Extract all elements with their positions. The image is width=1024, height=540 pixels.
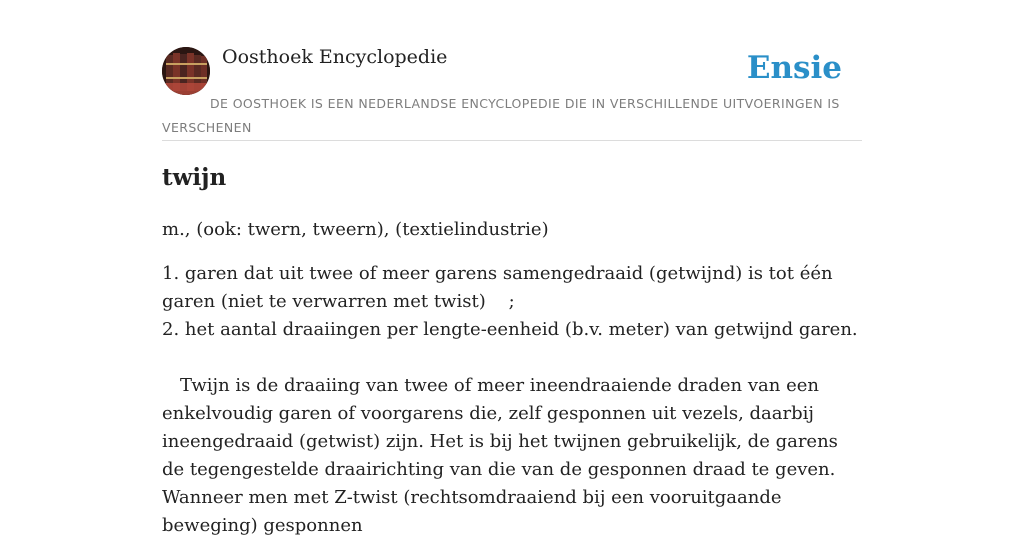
site-title[interactable]: Oosthoek Encyclopedie (222, 46, 448, 68)
article-headword: twijn (162, 164, 227, 191)
article-body: Twijn is de draaiing van twee of meer ineendraaiende draden van een enkelvoudig garen of voorgarens die, zelf gesponnen uit vezels, daarbij ineengedraaid (getwist) zijn. Het is bij het twijnen gebruikelijk, de garens de tegengestelde draairichting van die van de gesponnen draad te geven. Wanneer men met Z-twist (rechtsomdraaiend bij een vooruitgaande beweging) gesponnen (162, 375, 838, 536)
site-tagline: DE OOSTHOEK IS EEN NEDERLANDSE ENCYCLOPEDIE DIE IN VERSCHILLENDE UITVOERINGEN IS VERSCHENEN (162, 96, 840, 135)
article-content (162, 160, 862, 540)
definition-item: 2. het aantal draaiingen per lengte-eenheid (b.v. meter) van getwijnd garen. (162, 319, 858, 340)
encyclopedia-books-logo[interactable] (162, 47, 210, 95)
grammar-info: m., (ook: twern, tweern), (textielindustrie) (162, 219, 549, 240)
definition-item: 1. garen dat uit twee of meer garens samengedraaid (getwijnd) is tot één garen (niet te verwarren met twist) ; (162, 263, 839, 312)
ensie-brand-logo[interactable]: Ensie (746, 50, 842, 86)
site-header (162, 44, 862, 141)
definitions (162, 260, 862, 344)
